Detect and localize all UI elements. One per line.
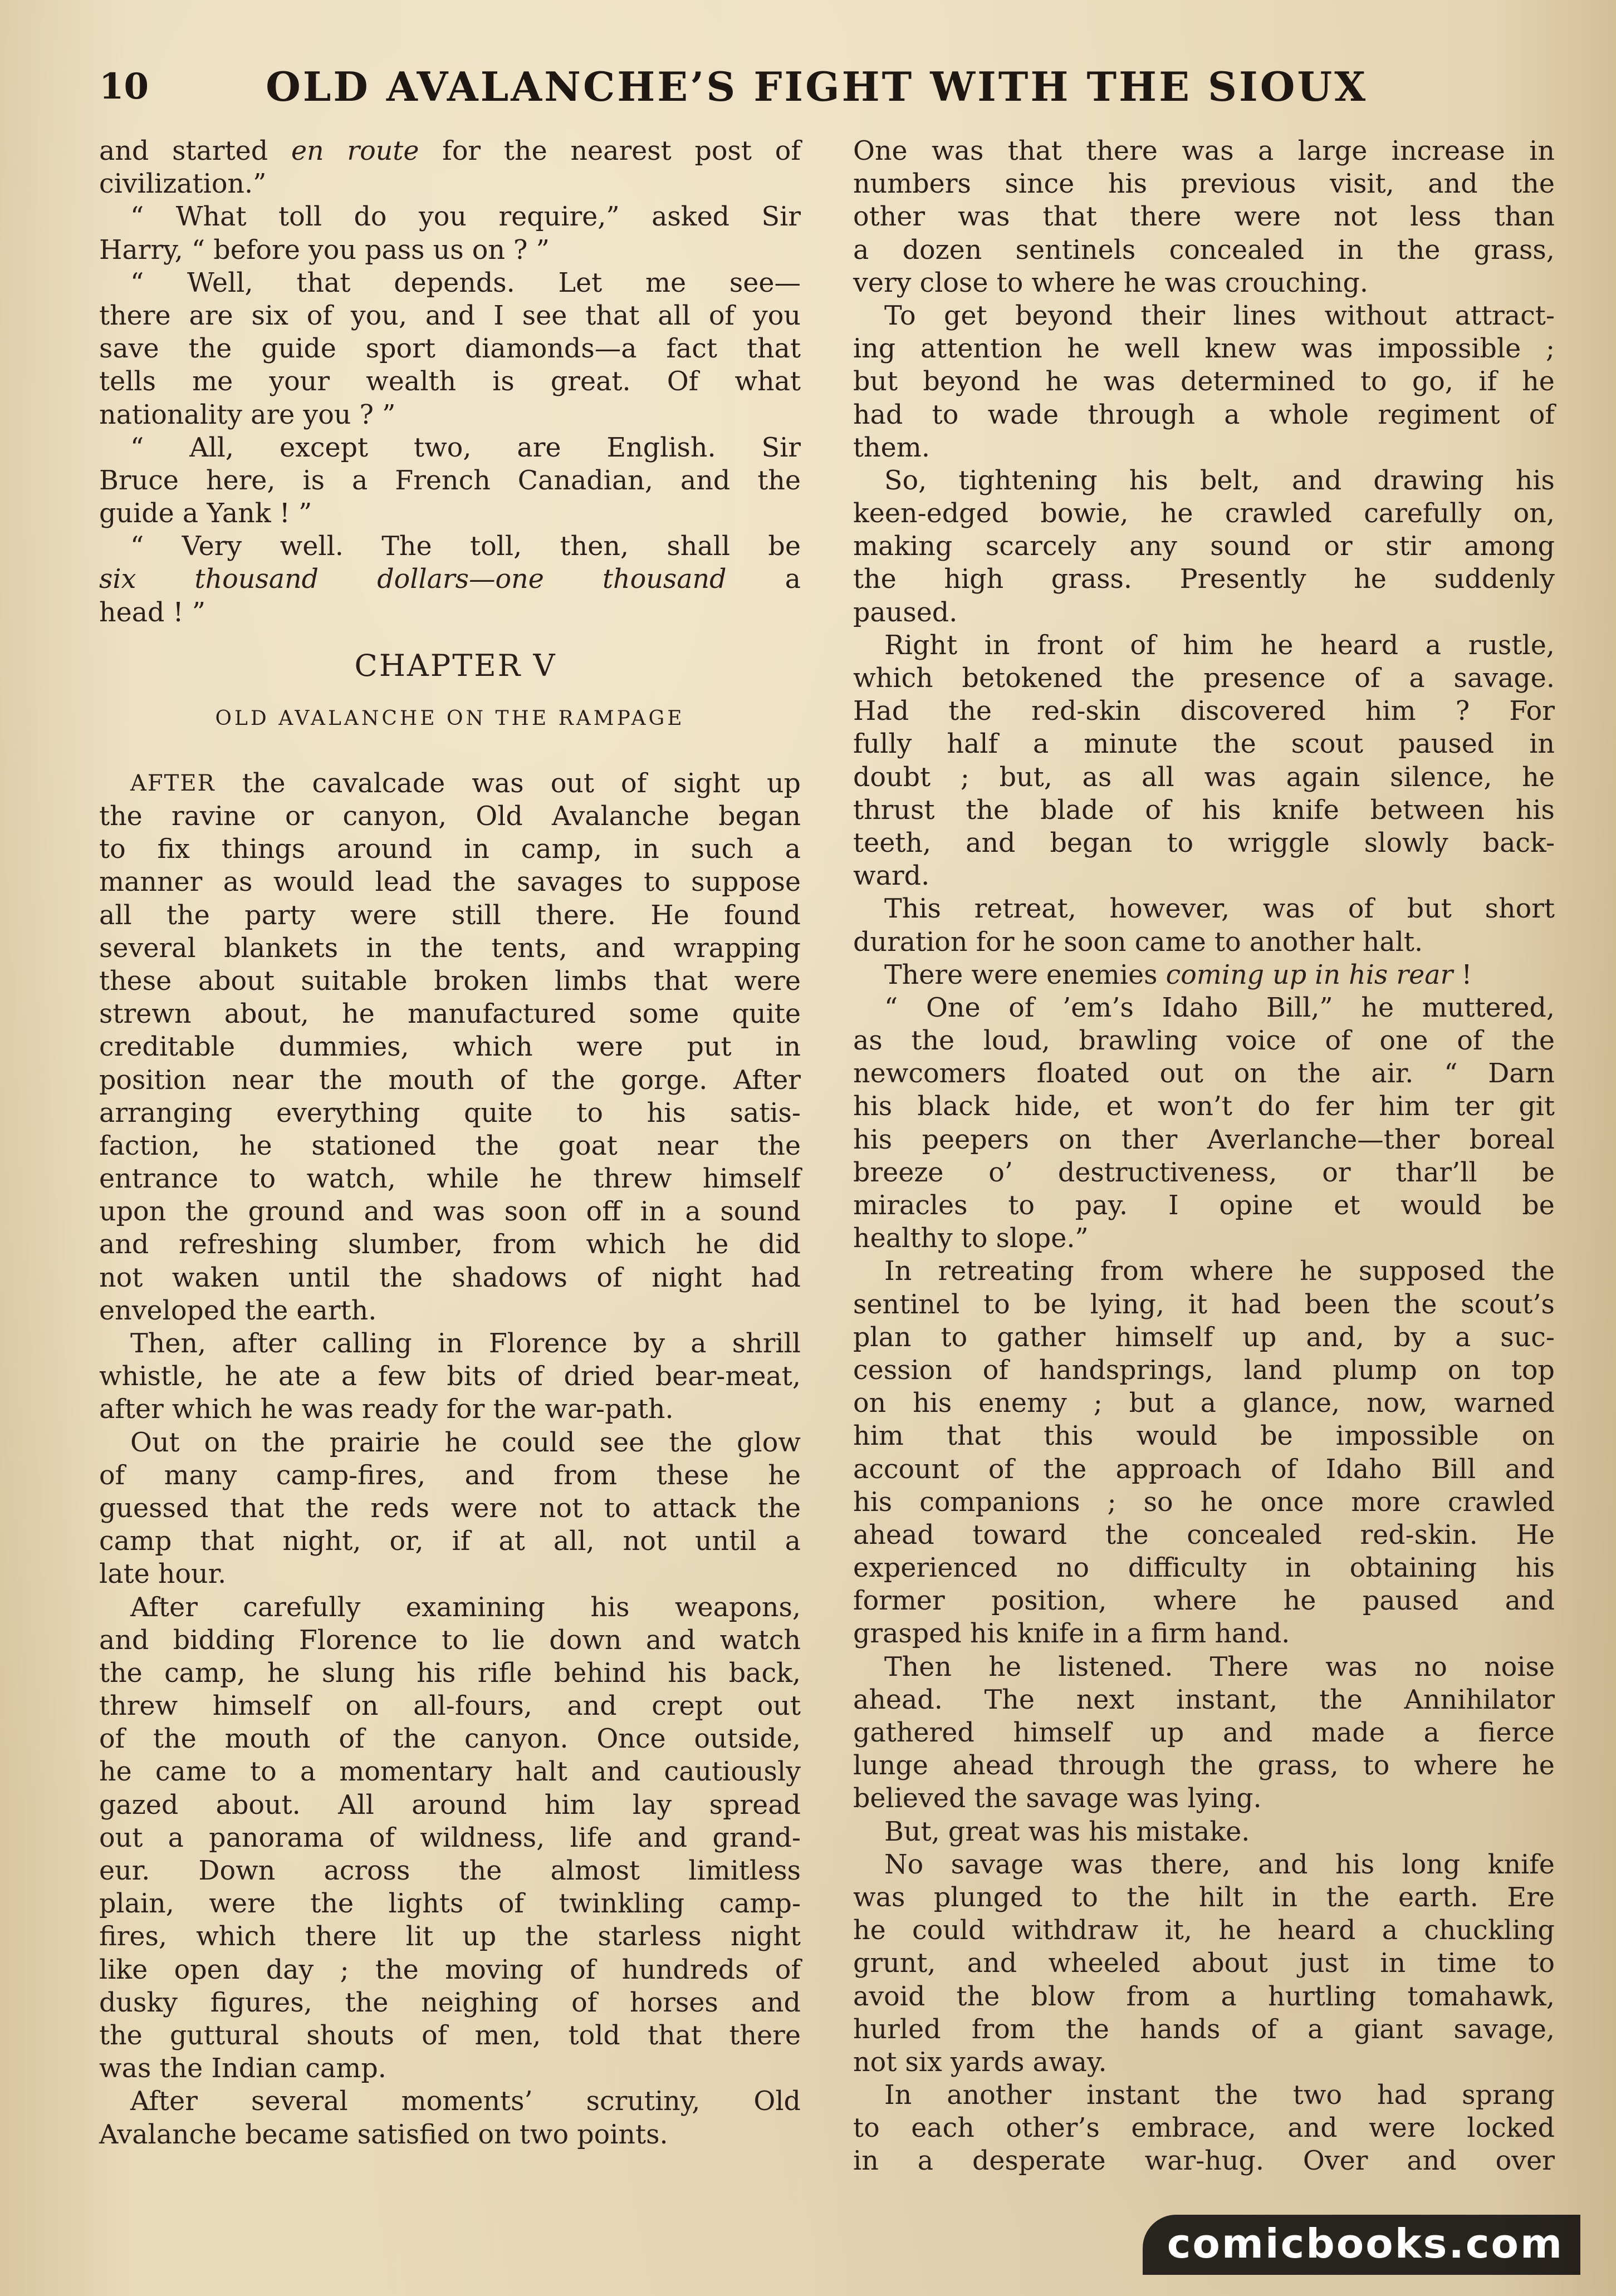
- paragraph-line: enveloped the earth.: [99, 1295, 377, 1326]
- paragraph-line: the ravine or canyon, Old Avalanche began: [99, 801, 801, 832]
- paragraph-line: miracles to pay. I opine et would be: [853, 1190, 1555, 1221]
- paragraph-line: newcomers floated out on the air. “ Darn: [853, 1058, 1555, 1090]
- paragraph-line: dusky figures, the neighing of horses and: [99, 1987, 801, 2018]
- paragraph-line: sentinel to be lying, it had been the scout’s: [853, 1289, 1555, 1320]
- paragraph: [853, 1651, 1555, 1816]
- paragraph-line: Harry, “ before you pass us on ? ”: [99, 234, 550, 266]
- paragraph-line: Avalanche became satisfied on two points.: [99, 2119, 668, 2150]
- paragraph-line: grunt, and wheeled about just in time to: [853, 1948, 1555, 1979]
- paragraph-line: Had the red-skin discovered him ? For: [853, 696, 1555, 727]
- paragraph-line: all the party were still there. He found: [99, 900, 801, 931]
- paragraph-line: after which he was ready for the war-path.: [99, 1394, 674, 1425]
- paragraph-line: avoid the blow from a hurtling tomahawk,: [853, 1981, 1555, 2012]
- paragraph: [853, 892, 1555, 958]
- paragraph: [99, 267, 801, 431]
- paragraph-line: the camp, he slung his rifle behind his back,: [99, 1657, 801, 1689]
- paragraph-line: guessed that the reds were not to attack the: [99, 1493, 801, 1524]
- paragraph-line: camp that night, or, if at all, not until a: [99, 1526, 801, 1557]
- left-column: [99, 135, 801, 2151]
- paragraph-line: and started en route for the nearest post of: [99, 136, 801, 166]
- paragraph-line: ward.: [853, 861, 930, 892]
- paragraph-line: Then he listened. There was no noise: [884, 1651, 1555, 1682]
- paragraph-line: as the loud, brawling voice of one of the: [853, 1026, 1555, 1057]
- paragraph-line: and bidding Florence to lie down and watch: [99, 1625, 801, 1656]
- paragraph-line: head ! ”: [99, 597, 206, 628]
- paragraph-line: gazed about. All around him lay spread: [99, 1789, 801, 1821]
- paragraph-line: arranging everything quite to his satis-: [99, 1097, 801, 1129]
- paragraph-line: numbers since his previous visit, and the: [853, 169, 1555, 200]
- text-run: !: [1461, 959, 1472, 990]
- paragraph: [99, 1591, 801, 2086]
- paragraph-line: hurled from the hands of a giant savage,: [853, 2014, 1555, 2045]
- paragraph-line: threw himself on all-fours, and crept out: [99, 1691, 801, 1722]
- paragraph-line: To get beyond their lines without attract-: [884, 300, 1555, 331]
- paragraph-line: his peepers on ther Averlanche—ther boreal: [853, 1124, 1555, 1155]
- paragraph: [99, 530, 801, 629]
- paragraph: [853, 992, 1555, 1255]
- paragraph-line: This retreat, however, was of but short: [884, 894, 1555, 925]
- paragraph: [853, 2079, 1555, 2178]
- paragraph: [99, 2085, 801, 2151]
- paragraph-line: plan to gather himself up and, by a suc-: [853, 1322, 1555, 1353]
- paragraph-line: fully half a minute the scout paused in: [853, 729, 1555, 760]
- paragraph-line: gathered himself up and made a fierce: [853, 1718, 1555, 1748]
- italic-text: coming up in his rear: [1166, 959, 1453, 990]
- paragraph: [99, 200, 801, 266]
- paragraph-line: and refreshing slumber, from which he did: [99, 1229, 801, 1260]
- paragraph-line: his companions ; so he once more crawled: [853, 1486, 1555, 1518]
- paragraph-line: paused.: [853, 597, 958, 628]
- paragraph-line: position near the mouth of the gorge. After: [99, 1064, 801, 1096]
- paragraph-line: lunge ahead through the grass, to where he: [853, 1750, 1555, 1782]
- paragraph-line: to fix things around in camp, in such a: [99, 834, 801, 865]
- paragraph-line: doubt ; but, as all was again silence, he: [853, 762, 1555, 793]
- paragraph-line: manner as would lead the savages to suppose: [99, 867, 801, 898]
- running-title: OLD AVALANCHE’S FIGHT WITH THE SIOUX: [266, 62, 1368, 110]
- paragraph: [853, 135, 1555, 300]
- paragraph-line: them.: [853, 432, 930, 463]
- paragraph-line: out a panorama of wildness, life and grand-: [99, 1822, 801, 1853]
- paragraph-line: of many camp-fires, and from these he: [99, 1460, 801, 1491]
- paragraph-line: account of the approach of Idaho Bill and: [853, 1454, 1555, 1485]
- paragraph: [853, 1848, 1555, 2079]
- paragraph-line: Bruce here, is a French Canadian, and the: [99, 465, 801, 496]
- paragraph: [99, 1426, 801, 1591]
- paragraph-line: “ Very well. The toll, then, shall be: [130, 531, 801, 562]
- paragraph-line: the high grass. Presently he suddenly: [853, 564, 1555, 595]
- paragraph-line: After several moments’ scrutiny, Old: [130, 2086, 801, 2117]
- text-run: There were enemies: [884, 959, 1158, 990]
- paragraph-line: tells me your wealth is great. Of what: [99, 366, 801, 398]
- paragraph-line: creditable dummies, which were put in: [99, 1032, 801, 1063]
- paragraph-line: in a desperate war-hug. Over and over: [853, 2146, 1555, 2177]
- paragraph: [99, 767, 801, 1327]
- paragraph-line: his black hide, et won’t do fer him ter git: [853, 1091, 1555, 1122]
- paragraph-line: the guttural shouts of men, told that there: [99, 2020, 801, 2051]
- paragraph-line: to each other’s embrace, and were locked: [853, 2113, 1555, 2144]
- paragraph: [853, 1816, 1555, 1848]
- paragraph-line: him that this would be impossible on: [853, 1421, 1555, 1452]
- paragraph-line: several blankets in the tents, and wrapping: [99, 933, 801, 964]
- paragraph-line: there are six of you, and I see that all of you: [99, 300, 801, 331]
- paragraph-line: nationality are you ? ”: [99, 399, 396, 430]
- paragraph: [853, 464, 1555, 629]
- paragraph-line: save the guide sport diamonds—a fact that: [99, 333, 801, 365]
- chapter-heading: CHAPTER V: [354, 647, 557, 683]
- paragraph-line: duration for he soon came to another halt.: [853, 926, 1423, 958]
- paragraph-line: Then, after calling in Florence by a shrill: [130, 1328, 801, 1359]
- paragraph: [99, 431, 801, 531]
- chapter-subtitle: OLD AVALANCHE ON THE RAMPAGE: [215, 707, 685, 730]
- watermark-logo: comicbooks.com: [1143, 2215, 1580, 2275]
- paragraph-line: former position, where he paused and: [853, 1586, 1555, 1617]
- paragraph-line: which betokened the presence of a savage.: [853, 663, 1555, 694]
- paragraph-line: but beyond he was determined to go, if he: [853, 366, 1555, 398]
- paragraph-line: was plunged to the hilt in the earth. Ere: [853, 1882, 1555, 1913]
- paragraph-line: breeze o’ destructiveness, or thar’ll be: [853, 1157, 1555, 1188]
- paragraph-line: making scarcely any sound or stir among: [853, 531, 1555, 562]
- paragraph-line: faction, he stationed the goat near the: [99, 1130, 801, 1161]
- paragraph-line: he could withdraw it, he heard a chuckling: [853, 1915, 1555, 1946]
- paragraph: [99, 1327, 801, 1426]
- paragraph-line: had to wade through a whole regiment of: [853, 399, 1555, 430]
- paragraph-line: keen-edged bowie, he crawled carefully on,: [853, 498, 1555, 529]
- paragraph-line: One was that there was a large increase in: [853, 136, 1555, 166]
- drop-word: AFTER: [130, 770, 216, 796]
- paragraph: [853, 300, 1555, 464]
- paragraph-line: “ All, except two, are English. Sir: [130, 432, 801, 463]
- paragraph-line: eur. Down across the almost limitless: [99, 1856, 801, 1886]
- paragraph-line: guide a Yank ! ”: [99, 498, 312, 529]
- paragraph-line: In another instant the two had sprang: [884, 2080, 1555, 2111]
- paragraph-line: entrance to watch, while he threw himself: [99, 1164, 801, 1195]
- paragraph-line: So, tightening his belt, and drawing his: [884, 465, 1555, 496]
- paragraph-line: like open day ; the moving of hundreds of: [99, 1954, 801, 1985]
- paragraph-line: “ Well, that depends. Let me see—: [130, 267, 801, 298]
- paragraph-line: ing attention he well knew was impossible ;: [853, 333, 1555, 365]
- paragraph-line: Right in front of him he heard a rustle,: [884, 630, 1555, 661]
- paragraph-line: of the mouth of the canyon. Once outside,: [99, 1724, 801, 1755]
- paragraph-line: grasped his knife in a firm hand.: [853, 1618, 1290, 1650]
- paragraph-line: believed the savage was lying.: [853, 1783, 1262, 1814]
- paragraph-line: whistle, he ate a few bits of dried bear-meat,: [99, 1361, 801, 1392]
- paragraph-line: cession of handsprings, land plump on top: [853, 1355, 1555, 1386]
- paragraph: [853, 1255, 1555, 1650]
- paragraph-line: ahead. The next instant, the Annihilator: [853, 1684, 1555, 1715]
- paragraph-line: fires, which there lit up the starless night: [99, 1921, 801, 1952]
- paragraph-line: not waken until the shadows of night had: [99, 1262, 801, 1293]
- paragraph-line: plain, were the lights of twinkling camp-: [99, 1888, 801, 1920]
- paragraph-line: other was that there were not less than: [853, 202, 1555, 233]
- paragraph-line: AFTER the cavalcade was out of sight up: [99, 767, 801, 800]
- paragraph-line: ahead toward the concealed red-skin. He: [853, 1519, 1555, 1551]
- page-header: [99, 56, 1536, 117]
- paragraph-line: “ What toll do you require,” asked Sir: [130, 202, 801, 233]
- paragraph-line: In retreating from where he supposed the: [884, 1256, 1555, 1287]
- paragraph-line: he came to a momentary halt and cautiously: [99, 1757, 801, 1788]
- paragraph-line: six thousand dollars—one thousand a: [99, 564, 801, 595]
- paragraph-line: healthy to slope.”: [853, 1223, 1089, 1254]
- paragraph-line: late hour.: [99, 1559, 227, 1590]
- paragraph-line: on his enemy ; but a glance, now, warned: [853, 1388, 1555, 1419]
- paragraph: [853, 629, 1555, 893]
- paragraph-line: But, great was his mistake.: [884, 1816, 1250, 1847]
- paragraph-line: a dozen sentinels concealed in the grass,: [853, 234, 1555, 266]
- paragraph-line: Out on the prairie he could see the glow: [130, 1427, 801, 1458]
- paragraph-line: not six yards away.: [853, 2047, 1107, 2078]
- paragraph-line: upon the ground and was soon off in a sound: [99, 1196, 801, 1228]
- paragraph-line: No savage was there, and his long knife: [884, 1849, 1555, 1880]
- paragraph-line: After carefully examining his weapons,: [130, 1592, 801, 1623]
- paragraph-line: strewn about, he manufactured some quite: [99, 999, 801, 1030]
- paragraph: [99, 135, 801, 200]
- paragraph-line: these about suitable broken limbs that were: [99, 965, 801, 997]
- paragraph-line: [853, 959, 1555, 992]
- paragraph-line: “ One of ’em’s Idaho Bill,” he muttered,: [884, 992, 1555, 1023]
- paragraph-line: was the Indian camp.: [99, 2053, 386, 2084]
- right-column: [853, 135, 1555, 2178]
- paragraph-line: very close to where he was crouching.: [853, 267, 1368, 298]
- paragraph-line: thrust the blade of his knife between his: [853, 794, 1555, 826]
- paragraph-line: civilization.”: [99, 169, 267, 200]
- paragraph-line: teeth, and began to wriggle slowly back-: [853, 827, 1555, 858]
- page-number: 10: [99, 65, 149, 107]
- paragraph-line: experienced no difficulty in obtaining his: [853, 1553, 1555, 1584]
